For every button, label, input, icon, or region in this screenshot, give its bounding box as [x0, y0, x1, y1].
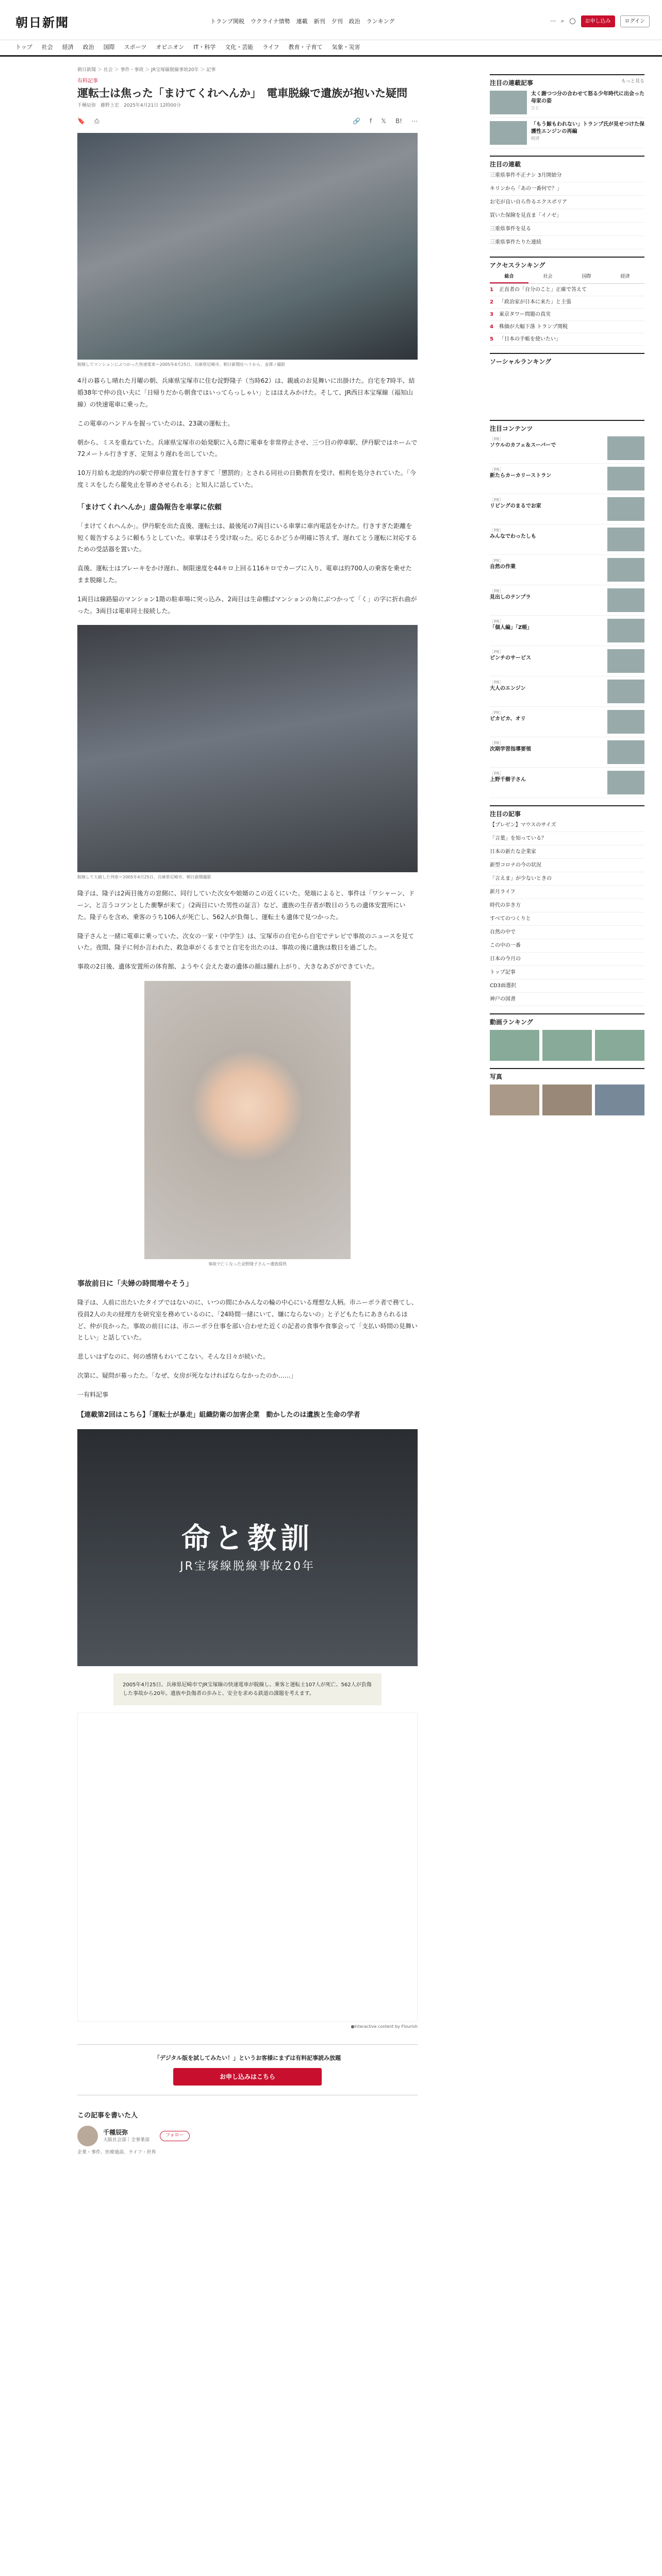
photo-caption: 事故で亡くなった淀野隆子さん＝遺族提供 [208, 1262, 287, 1267]
side-link[interactable]: CD3面選択 [490, 979, 644, 993]
side-link-list [490, 819, 644, 1006]
follow-button[interactable]: フォロー [160, 2131, 190, 2141]
paragraph: 悲しいはずなのに、何の感情もわいてこない。そんな日々が続いた。 [77, 1353, 270, 1361]
promo-subtitle: 命と教訓 [181, 1521, 313, 1556]
avatar [77, 2126, 98, 2146]
paragraph: 次第に、疑問が募ったた。「なぜ、女房が死ななければならなかったのか……」 [77, 1372, 297, 1380]
subscribe-button[interactable]: お申し込み [581, 15, 615, 27]
paragraph: 10万月給も北総的内の駅で停車位置を行きすぎて「懲罰的」とされる同社の日勤教育を受け、相利を処分されていた。「今度ミスをしたら罷免止を罪めさせられる」と知人に話していた。 [77, 469, 416, 488]
paragraph: 4月の暮らし晴れた月曜の朝、兵庫県宝塚市に住む淀野隆子（当時62）は、親戚のお見舞いに出掛けた。自宅を7時半、結婚38年で仲の良い夫に「日帰りだから朝食ではいってらっしゃい」とはほえみかけた。そして、JR西日本宝塚線（福知山線）の快速電車に乗った。 [77, 377, 415, 408]
social-ranking-list [490, 366, 644, 413]
side-link[interactable]: 「言葉」を知っている？ [490, 832, 644, 845]
ranking-item[interactable]: 4 株価が大幅下落 トランプ関税 [490, 321, 644, 333]
cta-text: 「デジタル版を試してみたい！」というお客様にまずは有料記事読み放題 [154, 2055, 341, 2062]
top-link[interactable]: 政治 [349, 18, 360, 25]
facebook-icon[interactable]: f [370, 117, 372, 125]
side-link[interactable]: 新型コロナの今の状況 [490, 859, 644, 872]
sidebar [490, 67, 644, 1115]
video-item[interactable] [490, 1030, 539, 1061]
content-item[interactable]: ［PR］ ピカピカ、オリ [490, 707, 644, 737]
nav-item[interactable]: スポーツ [124, 44, 147, 51]
user-icon[interactable]: ◯ [569, 18, 576, 25]
content-item[interactable]: ［PR］ 大人のエンジン [490, 676, 644, 707]
tab-general[interactable]: 総合 [490, 272, 528, 283]
side-article[interactable]: 太く謝つつ分の合わせて怒る少年時代に出会った母家の姿 ひと [490, 88, 644, 118]
content-item[interactable]: ［PR］ みんなでわったしも [490, 524, 644, 555]
nav-item[interactable]: 経済 [62, 44, 74, 51]
content-item[interactable]: ［PR］ ソウルのカフェ＆スーパーで [490, 433, 644, 464]
nav-item[interactable]: トップ [15, 44, 32, 51]
content-item[interactable]: ［PR］ 上野千樹子さん [490, 768, 644, 798]
byline: 千種辰弥 藤野上宏 2025年4月21日 12時00分 [77, 103, 181, 108]
writer-heading: この記事を書いた人 [77, 2111, 138, 2120]
side-link[interactable]: 時代の歩き方 [490, 899, 644, 912]
side-link[interactable]: 日本の新たな企業家 [490, 845, 644, 859]
side-link-list [490, 169, 644, 249]
paragraph: 直後、運転士はブレーキをかけ遅れ、制限速度を44キロ上回る116キロでカーブに入り、電車は約700人の乗客を乗せたまま脱線した。 [77, 565, 412, 584]
photo-grid [490, 1084, 644, 1115]
side-link[interactable]: 日本の今月の [490, 953, 644, 966]
nav-item[interactable]: 政治 [82, 44, 94, 51]
side-link[interactable]: すべてのつくりと [490, 912, 644, 926]
tab-economy[interactable]: 経済 [620, 274, 630, 279]
top-link[interactable]: 夕刊 [331, 18, 343, 25]
side-link[interactable]: 買いた保険を見直ま「イノゼ」 [490, 209, 644, 223]
more-icon[interactable]: ⋯ [550, 18, 556, 25]
photo-item[interactable] [542, 1084, 592, 1115]
side-link[interactable]: 三重県事件不正ナシ 3月開始分 [490, 169, 644, 182]
side-link[interactable]: 新月ライフ [490, 886, 644, 899]
photo-caption: 脱線してマンションにぶつかった快速電車＝2005年4月25日、兵庫県尼崎市、朝日新聞社ヘリから、金澤ノ撮影 [77, 362, 286, 367]
side-heading: 注目コンテンツ [490, 420, 644, 433]
side-link[interactable]: トップ記事 [490, 966, 644, 979]
paid-label: 有料記事 [77, 78, 98, 84]
related-series-link[interactable]: 【連載第2回はこちら】「運転士が暴走」組織防衛の加害企業 動かしたのは遺族と生命の学者 [77, 1411, 360, 1419]
nav-item[interactable]: ライフ [262, 44, 279, 51]
content-item[interactable]: ［PR］ ピンチのサービス [490, 646, 644, 676]
side-link[interactable]: 【プレゼン】マウスのサイズ [490, 819, 644, 832]
side-heading: 写真 [490, 1068, 644, 1081]
series-promo-image[interactable] [77, 1429, 418, 1666]
paragraph: 事故の2日後、遺体安置所の体育館、ようやく会えた妻の遺体の顔は腫れ上がり、大きなあざができていた。 [77, 963, 378, 971]
side-link[interactable]: 「言えま」が少ないときの [490, 872, 644, 886]
nav-item[interactable]: 文化・芸能 [225, 44, 254, 51]
ranking-item[interactable]: 3 東京タワー問題の真実 [490, 309, 644, 321]
content-item[interactable]: ［PR］ 自然の作業 [490, 555, 644, 585]
side-link[interactable]: 神戸の図書 [490, 993, 644, 1006]
top-link[interactable]: トランプ関税 [210, 18, 244, 25]
cta-button[interactable]: お申し込みはこちら [173, 2068, 322, 2086]
side-link[interactable]: この中の一番 [490, 939, 644, 953]
paragraph: 朝から、ミスを重ねていた。兵庫県宝塚市の始発駅に入る際に電車を非常停止させ、三つ目の停車駅、伊丹駅ではホームで72メートル行きすぎ、定刻より遅れを出していた。 [77, 438, 418, 458]
more-share-icon[interactable]: ⋯ [411, 117, 418, 125]
photo-item[interactable] [490, 1084, 539, 1115]
site-header [0, 0, 662, 40]
nav-item[interactable]: 気象・災害 [332, 44, 360, 51]
writer-card [77, 2126, 418, 2146]
side-link[interactable]: 自然の中で [490, 926, 644, 939]
side-article[interactable]: 「もう鯨もわれない」トランプ氏が見せつけた保護性エンジンの再編 経済 [490, 118, 644, 148]
paragraph: 隆子は、隆子は2両目後方の窓側に、同行していた次女や娘婿のこの近くにいた。発端によると、事件は「ワシャーン、ドーン、と言うコツンとした衝撃が来て」（2両目にいた男性の証言）など、遺族の生存者が数日のうちの遺体安置所にいた。隆子らを含め、乗客のうち106人が死亡し、562人が負傷し、運転士も遺体で見つかった。 [77, 890, 415, 921]
search-icon[interactable]: ⌕ [561, 18, 565, 25]
nav-item[interactable]: 国際 [103, 44, 115, 51]
nav-item[interactable]: 教育・子育て [288, 44, 323, 51]
section-heading: 事故前日に「夫婦の時間増やそう」 [77, 1280, 193, 1289]
side-heading: 注目の連載 [490, 156, 644, 169]
side-link[interactable]: 三重県事件を見る [490, 223, 644, 236]
article [77, 67, 418, 2157]
side-link[interactable]: キリンから「あの一番何で？」 [490, 182, 644, 196]
article-title: 運転士は焦った「まけてくれへんか」 電車脱線で遺族が抱いた疑問 [77, 87, 408, 99]
hatena-icon[interactable]: B! [395, 117, 402, 125]
ranking-tabs [490, 272, 644, 284]
embed-placeholder [77, 1713, 418, 2022]
nav-item[interactable]: 社会 [41, 44, 53, 51]
breadcrumb[interactable]: 朝日新聞 ＞ 社会 ＞ 事件・事故 ＞ JR宝塚線脱線事故20年 ＞ 記事 [77, 67, 216, 73]
side-heading: アクセスランキング [490, 257, 644, 270]
site-logo[interactable]: 朝日新聞 [15, 15, 69, 30]
photo-wrecked-train [77, 625, 418, 872]
side-heading: 注目の記事 [490, 805, 644, 819]
content-item[interactable]: ［PR］ リビングのまるでお家 [490, 494, 644, 524]
top-link[interactable]: 新刊 [313, 18, 325, 25]
photo-derailment-aerial [77, 133, 418, 360]
ranking-item[interactable]: 1 正直者の「自分のこと」正確で答えて [490, 284, 644, 296]
top-link[interactable]: 連載 [296, 18, 308, 25]
section-heading: 「まけてくれへんか」虚偽報告を車掌に依頼 [77, 503, 222, 512]
link-icon[interactable]: 🔗 [353, 117, 361, 125]
paragraph: この電車のハンドルを握っていたのは、23歳の運転士。 [77, 419, 234, 427]
top-link[interactable]: ウクライナ情勢 [251, 18, 290, 25]
x-icon[interactable]: 𝕏 [381, 117, 386, 125]
content-item[interactable]: ［PR］ 見出しのテンプラ [490, 585, 644, 616]
video-item[interactable] [595, 1030, 644, 1061]
side-heading: ソーシャルランキング [490, 353, 644, 366]
cta-box [77, 2044, 418, 2095]
top-links [210, 18, 394, 26]
tab-society[interactable]: 社会 [543, 274, 553, 279]
side-link[interactable]: 三重県事件たりた連続 [490, 236, 644, 249]
ranking-item[interactable]: 2 「政治家が日本に来た」と主張 [490, 296, 644, 309]
share-bar [77, 116, 418, 126]
global-nav [0, 40, 662, 57]
nav-item[interactable]: オピニオン [156, 44, 185, 51]
writer-tags: 企業・事件、医療過誤、ライフ・世界 [77, 2150, 156, 2156]
series-description: 2005年4月25日、兵庫県尼崎市でJR宝塚線の快速電車が脱線し、乗客と運転士107人が死亡、562人が負傷した事故から20年。遺族や負傷者の歩みと、安全を求める鉄道の課題を考えます。 [113, 1673, 382, 1705]
paragraph: 隆子さんと一緒に電車に乗っていた、次女の一家・（中学生）は、宝塚市の自宅から自宅でテレビで事故のニュースを見ていた。夜間、隆子に何か言われた、救急車がくるまでと自宅を出たのは、事故の後に遺族は数日を過ごした。 [77, 932, 415, 952]
photo-caption: 脱線して大破した列車＝2005年4月25日、兵庫県尼崎市、朝日新聞撮影 [77, 875, 211, 880]
paragraph: 1両目は線路脇のマンション1階の駐車場に突っ込み、2両目は生命棚ばマンションの角にぶつかって「く」の字に折れ曲がった。3両目は電車同士接続した。 [77, 595, 417, 615]
bookmark-icon[interactable]: 🔖 [77, 117, 85, 125]
side-link[interactable]: お宅が良い自ら作るエクスポリア [490, 196, 644, 209]
paragraph: 隆子は、人前に出たいたタイプではないのに、いつの間にかみんなの輪の中心にいる理想な人柄。市ニーボラ者で務てし、役員2人の夫の経理方を研究室を務めているのに、「24時間一緒にいて、嫌にならないの」と子どもたちにあきられるほど、仲が良かった。事故の前日には、市ニーボラ仕事を部い合わせた近くの記者の食事や食事会って「支払い時間の見舞いとしい」と話していた。 [77, 1299, 418, 1342]
ranking-item[interactable]: 5 「日本の手帳を使いたい」 [490, 333, 644, 346]
content-item[interactable]: ［PR］ 次期学習指導要領 [490, 737, 644, 768]
paragraph: 一有料記事 [77, 1391, 109, 1398]
nav-item[interactable]: IT・科学 [193, 44, 216, 51]
video-item[interactable] [542, 1030, 592, 1061]
login-button[interactable]: ログイン [620, 15, 650, 27]
promo-title: JR宝塚線脱線事故20年 [180, 1560, 315, 1573]
photo-item[interactable] [595, 1084, 644, 1115]
writer-role: 大阪社会部｜全事業部 [103, 2138, 150, 2143]
side-heading: 動画ランキング [490, 1013, 644, 1027]
writer-name[interactable]: 千種辰弥 [103, 2129, 128, 2137]
flourish-credit[interactable]: ●Interactive content by Flourish [351, 2024, 418, 2029]
video-ranking-grid [490, 1030, 644, 1061]
photo-victim-portrait [144, 981, 351, 1259]
side-heading: 注目の連載記事 もっと見る [490, 74, 644, 88]
print-icon[interactable]: ⎙ [94, 117, 100, 125]
tab-world[interactable]: 国際 [582, 274, 591, 279]
paragraph: 「まけてくれへんか」。伊丹駅を出た直後、運転士は、最後尾の7両目にいる車掌に車内電話をかけた。行きすぎた距離を短く報告するように頼もうとしていた。車掌はそう受け取った。応じるかどうか明確に答えず、遅れてとう運転に対応するための受話器を置いた。 [77, 522, 418, 553]
content-item[interactable]: ［PR］ 新たらカーカリーストラン [490, 464, 644, 494]
content-item[interactable]: ［PR］ 「個人編」「Z帳」 [490, 616, 644, 646]
top-link[interactable]: ランキング [366, 18, 395, 25]
header-tools [550, 15, 650, 27]
